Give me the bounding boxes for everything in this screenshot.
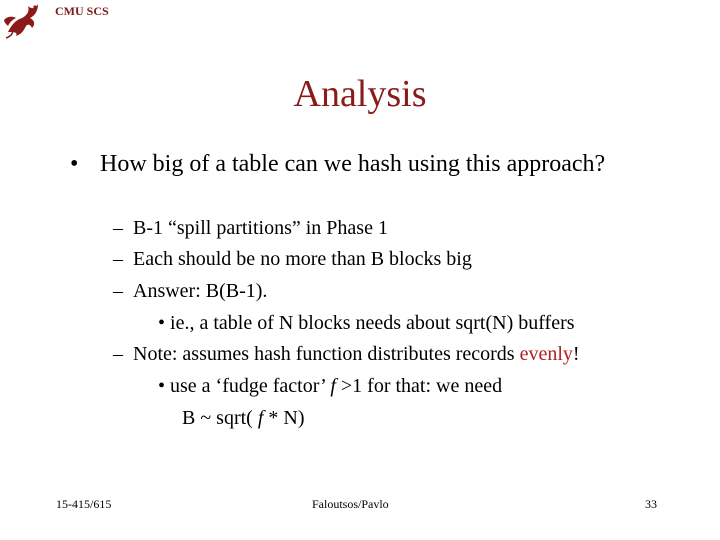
subpoint-text: ie., a table of N blocks needs about sqrt(N) buffers bbox=[170, 312, 575, 334]
note-exclamation: ! bbox=[572, 343, 580, 365]
bullet-icon: • bbox=[158, 375, 166, 397]
subpoint-fudge-factor bbox=[158, 374, 502, 398]
formula-end: * N) bbox=[263, 407, 305, 429]
footer-author: Faloutsos/Pavlo bbox=[312, 497, 389, 511]
emphasis-evenly: evenly bbox=[519, 343, 573, 365]
fudge-variable: f bbox=[330, 375, 336, 397]
dash-icon: – bbox=[113, 343, 123, 365]
point-text: Each should be no more than B blocks big bbox=[133, 248, 472, 270]
slide-title: Analysis bbox=[293, 73, 427, 115]
dash-icon: – bbox=[113, 280, 123, 302]
footer-course: 15-415/615 bbox=[56, 497, 112, 511]
bullet-icon: • bbox=[158, 312, 166, 334]
subpoint-sqrt-buffers bbox=[158, 311, 575, 335]
org-label: CMU SCS bbox=[55, 4, 109, 18]
point-answer bbox=[113, 279, 267, 303]
dash-icon: – bbox=[113, 217, 123, 239]
formula-variable: f bbox=[257, 407, 264, 429]
subpoint-text: use a ‘fudge factor’ bbox=[170, 375, 331, 397]
note-text: Note: assumes hash function distributes records bbox=[133, 343, 520, 365]
formula bbox=[182, 406, 305, 430]
formula-start: B ~ sqrt( bbox=[182, 407, 258, 429]
footer-page-number: 33 bbox=[645, 497, 657, 511]
point-spill-partitions bbox=[113, 216, 388, 240]
point-text: B-1 “spill partitions” in Phase 1 bbox=[133, 217, 388, 239]
point-block-size bbox=[113, 247, 472, 271]
point-note bbox=[113, 342, 580, 366]
question-text: How big of a table can we hash using this approach? bbox=[100, 151, 606, 177]
point-text: Answer: B(B-1). bbox=[133, 280, 268, 302]
griffin-logo-icon bbox=[2, 2, 42, 40]
subpoint-text-end: >1 for that: we need bbox=[335, 375, 503, 397]
bullet-icon: • bbox=[70, 151, 79, 177]
dash-icon: – bbox=[113, 248, 123, 270]
